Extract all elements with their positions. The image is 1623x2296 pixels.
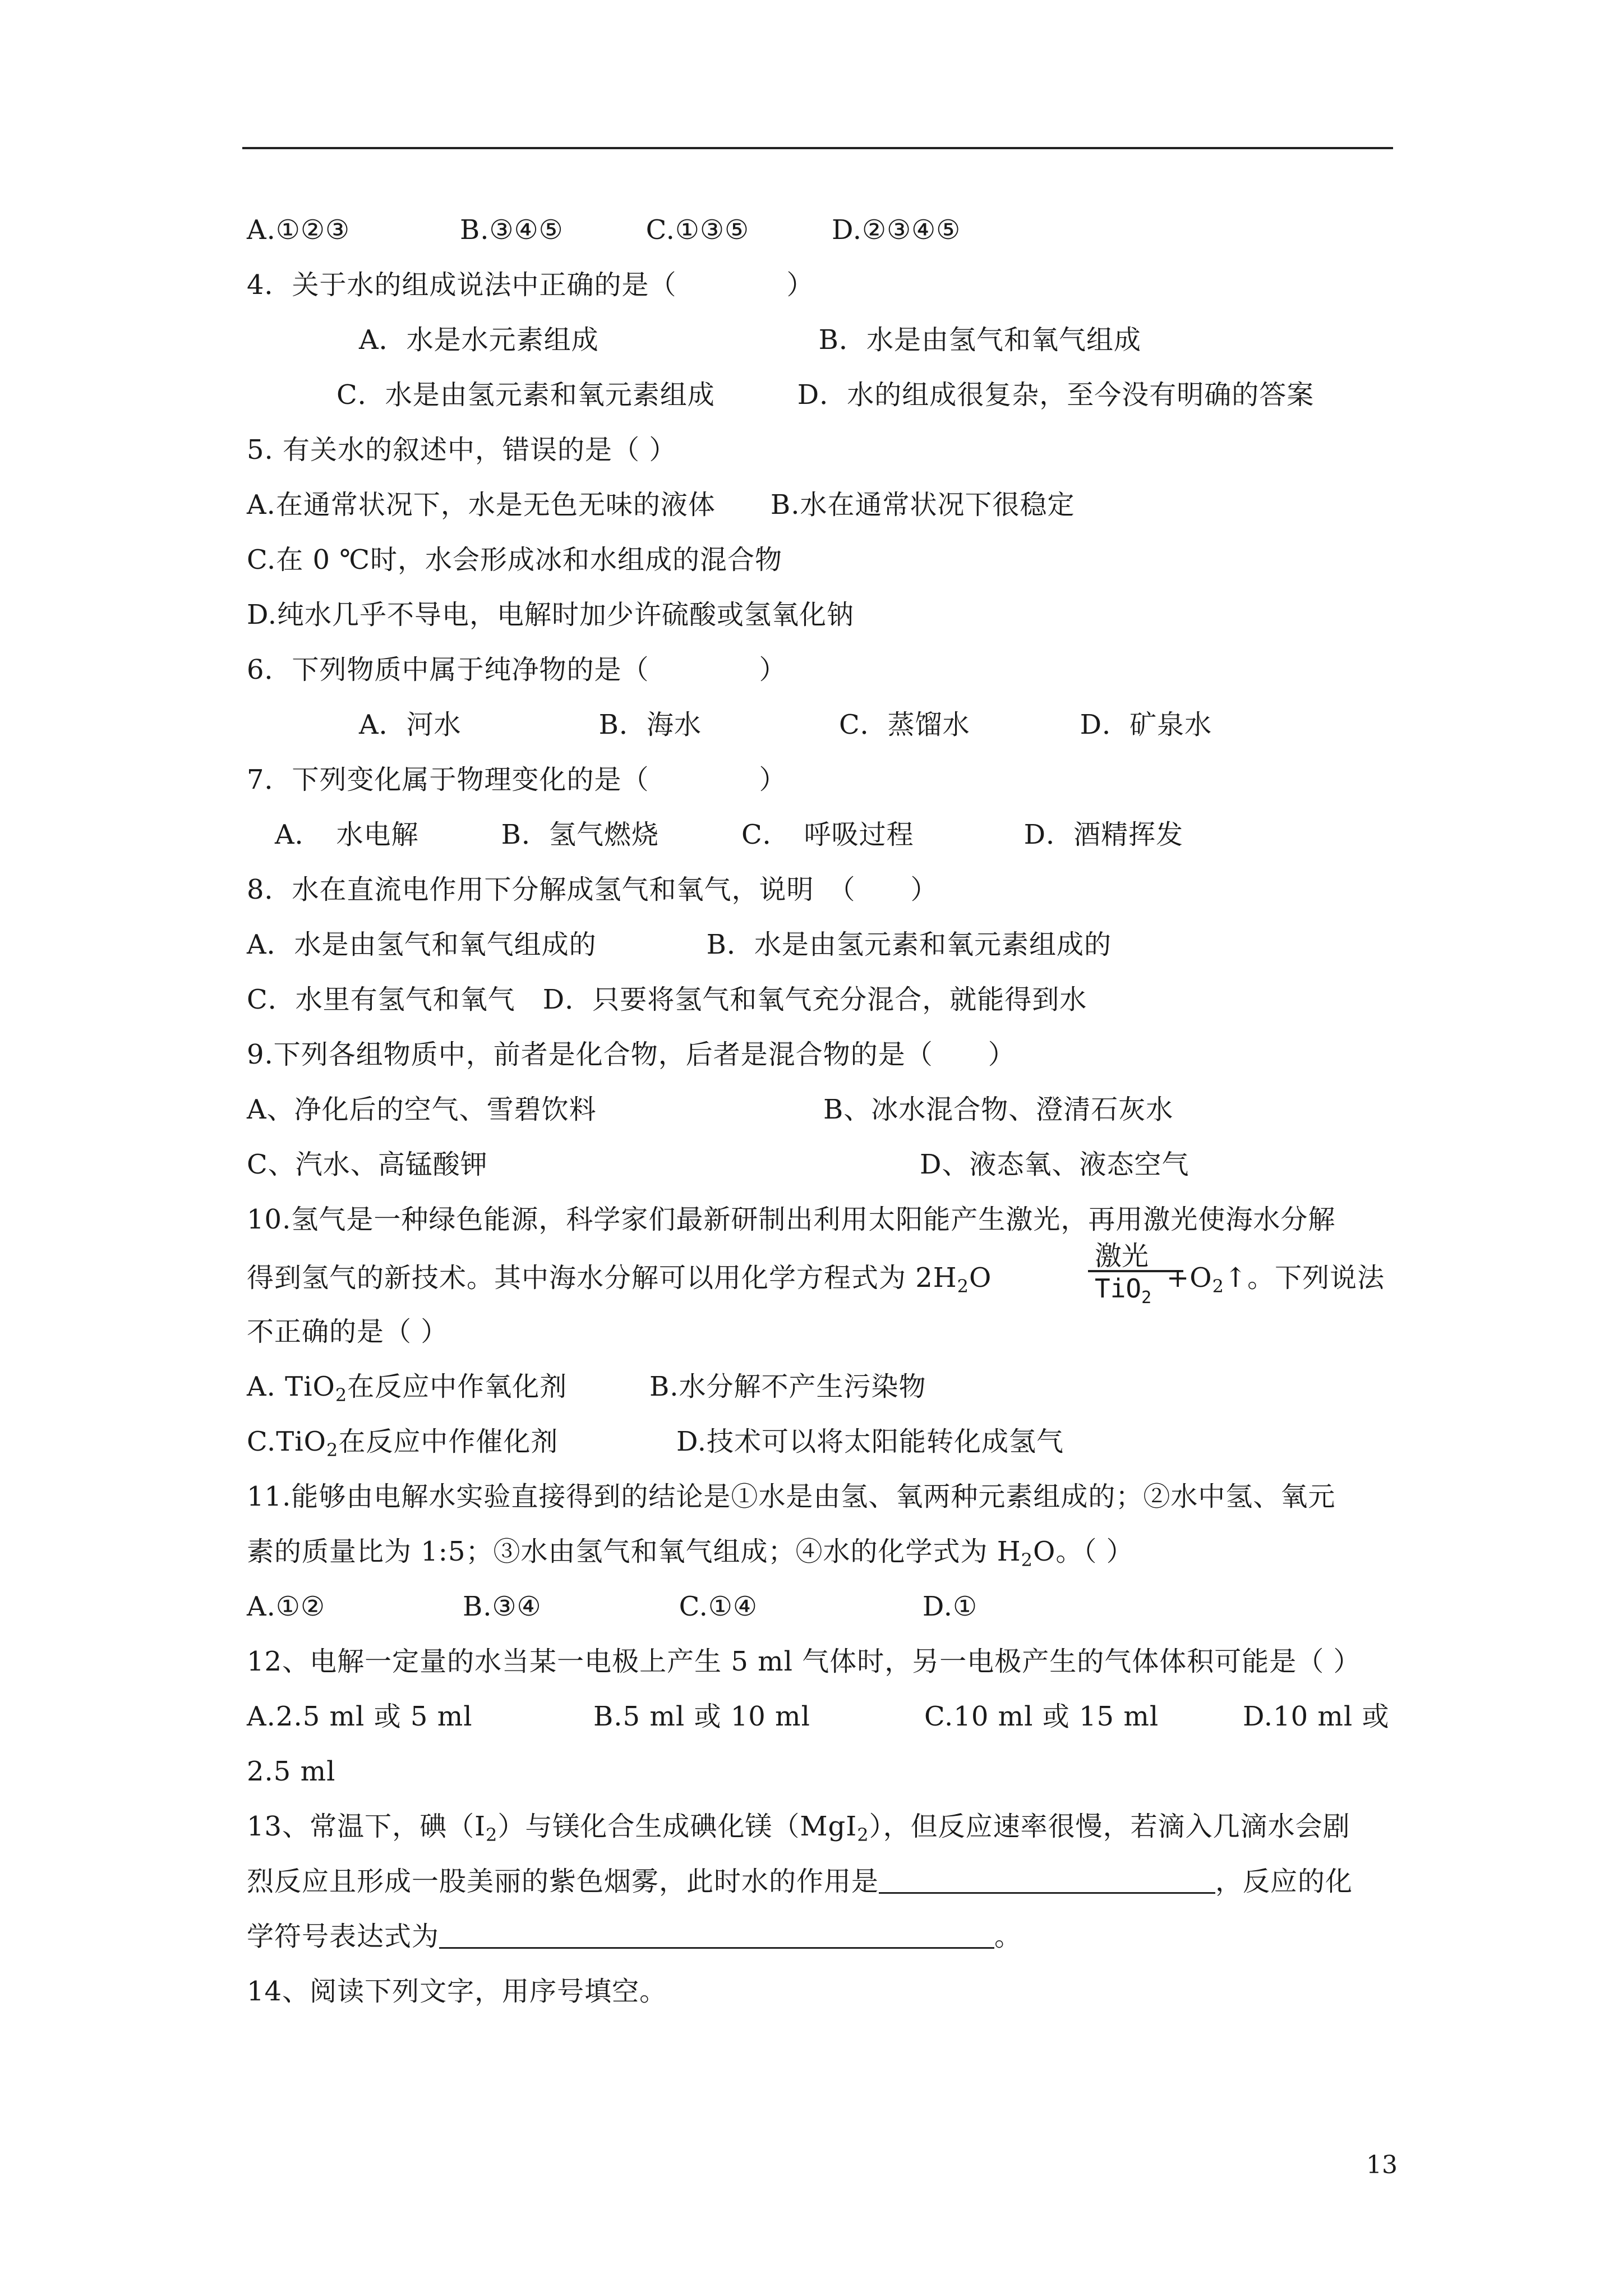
q8-options-ab: A．水是由氢气和氧气组成的 B．水是由氢元素和氧元素组成的 xyxy=(247,929,1112,960)
q13-stem-line3: 学符号表达式为 。 xyxy=(247,1921,1022,1952)
q5-stem: 5. 有关水的叙述中，错误的是（ ） xyxy=(247,434,677,466)
q6-stem: 6．下列物质中属于纯净物的是（ ） xyxy=(247,654,787,685)
answer-blank-water-role[interactable] xyxy=(879,1866,1215,1894)
q9-option-b: B、冰水混合物、澄清石灰水 xyxy=(823,1094,1174,1125)
q12-stem: 12、电解一定量的水当某一电极上产生 5 ml 气体时，另一电极产生的气体体积可能是（ ） xyxy=(247,1646,1361,1677)
q9-option-d: D、液态氧、液态空气 xyxy=(920,1149,1189,1180)
q9-option-a: A、净化后的空气、雪碧饮料 xyxy=(247,1094,597,1125)
q8-options-cd: C．水里有氢气和氧气 D．只要将氢气和氧气充分混合，就能得到水 xyxy=(247,984,1087,1015)
q4-stem: 4．关于水的组成说法中正确的是（ ） xyxy=(247,269,814,301)
answer-blank-equation[interactable] xyxy=(439,1921,994,1949)
q10-stem-line3: 不正确的是（ ） xyxy=(247,1316,449,1347)
q4-options-cd: C．水是由氢元素和氧元素组成 D．水的组成很复杂，至今没有明确的答案 xyxy=(336,379,1315,411)
q12-option-d: D.10 ml 或 xyxy=(1243,1701,1390,1732)
q3-options: A.①②③ B.③④⑤ C.①③⑤ D.②③④⑤ xyxy=(247,214,961,246)
q10-option-d: D.技术可以将太阳能转化成氢气 xyxy=(676,1426,1064,1457)
q12-option-c: C.10 ml 或 15 ml xyxy=(924,1701,1159,1732)
q10-option-b: B.水分解不产生污染物 xyxy=(649,1371,926,1402)
q10-option-a: A. TiO$_2$在反应中作氧化剂 xyxy=(247,1371,568,1406)
q10-equation-tail: $+O_2↑$。下列说法 xyxy=(1166,1262,1385,1297)
q6-options: A．河水 B．海水 C．蒸馏水 D．矿泉水 xyxy=(359,709,1212,740)
q13-stem-line1: 13、常温下，碘$(I_2)$与镁化合生成碘化镁（MgI$_2$），但反应速率很慢，若滴入几滴水会剧 xyxy=(247,1811,1350,1846)
q13-stem-line2: 烈反应且形成一股美丽的紫色烟雾，此时水的作用是 ，反应的化 xyxy=(247,1866,1353,1897)
q14-stem: 14、阅读下列文字，用序号填空。 xyxy=(247,1976,667,2007)
q12-option-b: B.5 ml 或 10 ml xyxy=(593,1701,810,1732)
reaction-condition-top: 激光 xyxy=(1095,1240,1149,1272)
q11-stem-line1: 11.能够由电解水实验直接得到的结论是①水是由氢、氧两种元素组成的；②水中氢、氧元 xyxy=(247,1481,1336,1512)
q10-stem-line2: 得到氢气的新技术。其中海水分解可以用化学方程式为 $2H_2O$ xyxy=(247,1262,992,1297)
q7-stem: 7．下列变化属于物理变化的是（ ） xyxy=(247,764,787,795)
q11-stem-line2: 素的质量比为 1:5；③水由氢气和氧气组成；④水的化学式为 $H_2O$。（ ） xyxy=(247,1536,1134,1571)
q5-option-c: C.在 0 ℃时，水会形成冰和水组成的混合物 xyxy=(247,544,783,576)
q11-options: A.①② B.③④ C.①④ D.① xyxy=(247,1591,978,1622)
q10-stem-line1: 10.氢气是一种绿色能源，科学家们最新研制出利用太阳能产生激光，再用激光使海水分解 xyxy=(247,1204,1336,1235)
q12-option-d-cont: 2.5 ml xyxy=(247,1756,336,1787)
q5-options-ab: A.在通常状况下，水是无色无味的液体 B.水在通常状况下很稳定 xyxy=(247,489,1075,521)
q7-options: A． 水电解 B．氢气燃烧 C． 呼吸过程 D．酒精挥发 xyxy=(275,819,1184,850)
q9-option-c: C、汽水、高锰酸钾 xyxy=(247,1149,488,1180)
q5-option-d: D.纯水几乎不导电，电解时加少许硫酸或氢氧化钠 xyxy=(247,599,855,631)
q9-stem: 9.下列各组物质中，前者是化合物，后者是混合物的是（ ） xyxy=(247,1039,1016,1070)
q10-option-c: C.TiO$_2$在反应中作催化剂 xyxy=(247,1426,559,1461)
reaction-condition-bottom: TiO$_2$ xyxy=(1095,1273,1152,1308)
q12-option-a: A.2.5 ml 或 5 ml xyxy=(247,1701,473,1732)
q4-options-ab: A．水是水元素组成 B．水是由氢气和氧气组成 xyxy=(359,324,1141,356)
header-rule xyxy=(242,147,1393,149)
page-number: 13 xyxy=(1366,2151,1398,2179)
q8-stem: 8．水在直流电作用下分解成氢气和氧气，说明 （ ） xyxy=(247,874,938,905)
